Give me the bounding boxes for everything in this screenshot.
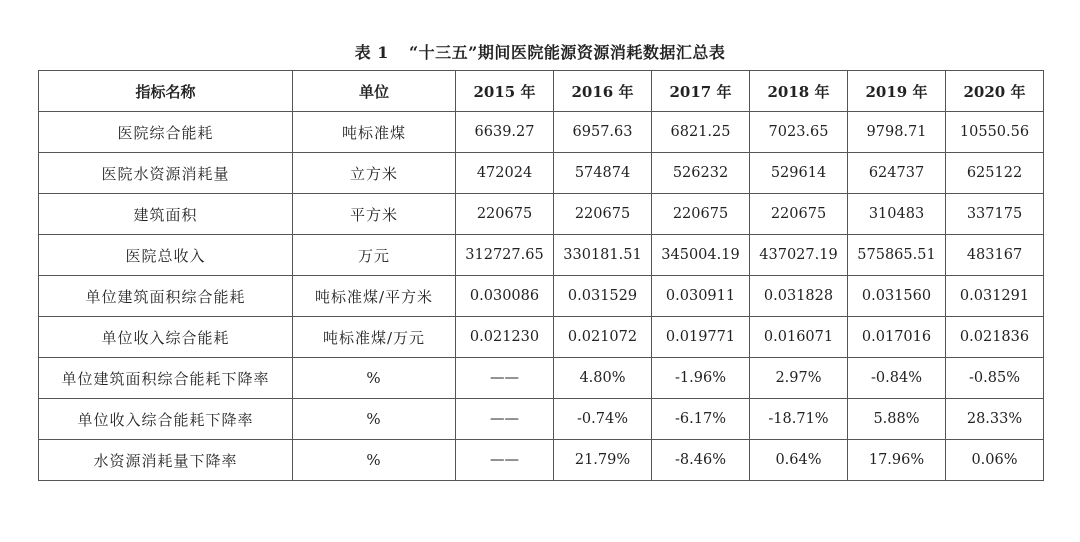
row-value-cell: 6821.25 bbox=[652, 112, 750, 153]
row-value-cell: 0.030086 bbox=[456, 276, 554, 317]
row-value-cell: 472024 bbox=[456, 153, 554, 194]
row-value-cell: 625122 bbox=[946, 153, 1044, 194]
row-value-cell: 6639.27 bbox=[456, 112, 554, 153]
row-value-cell: 220675 bbox=[456, 194, 554, 235]
header-year-2018: 2018 年 bbox=[750, 71, 848, 112]
row-value-cell: 0.030911 bbox=[652, 276, 750, 317]
table-body bbox=[39, 112, 1044, 481]
row-value-cell: 0.021836 bbox=[946, 317, 1044, 358]
row-value-cell: -0.84% bbox=[848, 358, 946, 399]
row-value-cell: 345004.19 bbox=[652, 235, 750, 276]
row-value-cell: 4.80% bbox=[554, 358, 652, 399]
row-value-cell: -18.71% bbox=[750, 399, 848, 440]
table-row bbox=[39, 358, 1044, 399]
row-value-cell: 624737 bbox=[848, 153, 946, 194]
row-unit: % bbox=[293, 440, 456, 481]
row-value-cell: 0.06% bbox=[946, 440, 1044, 481]
row-value-cell: -0.74% bbox=[554, 399, 652, 440]
row-value-cell: 220675 bbox=[554, 194, 652, 235]
row-value-cell: —— bbox=[456, 358, 554, 399]
row-value-cell: 483167 bbox=[946, 235, 1044, 276]
table-caption-title: “十三五”期间医院能源资源消耗数据汇总表 bbox=[408, 43, 726, 62]
row-unit: 吨标准煤/万元 bbox=[293, 317, 456, 358]
row-value-cell: -1.96% bbox=[652, 358, 750, 399]
row-value-cell: -6.17% bbox=[652, 399, 750, 440]
row-indicator-name: 单位建筑面积综合能耗 bbox=[39, 276, 293, 317]
row-indicator-name: 单位建筑面积综合能耗下降率 bbox=[39, 358, 293, 399]
row-value-cell: 7023.65 bbox=[750, 112, 848, 153]
table-row bbox=[39, 276, 1044, 317]
row-value-cell: 17.96% bbox=[848, 440, 946, 481]
table-row bbox=[39, 317, 1044, 358]
row-value-cell: 312727.65 bbox=[456, 235, 554, 276]
row-value-cell: 0.031560 bbox=[848, 276, 946, 317]
row-value-cell: 337175 bbox=[946, 194, 1044, 235]
header-indicator-name: 指标名称 bbox=[39, 71, 293, 112]
row-value-cell: 0.64% bbox=[750, 440, 848, 481]
header-year-2016: 2016 年 bbox=[554, 71, 652, 112]
row-indicator-name: 单位收入综合能耗 bbox=[39, 317, 293, 358]
table-header-row bbox=[39, 71, 1044, 112]
row-value-cell: 0.017016 bbox=[848, 317, 946, 358]
header-year-2019: 2019 年 bbox=[848, 71, 946, 112]
row-indicator-name: 建筑面积 bbox=[39, 194, 293, 235]
row-value-cell: 575865.51 bbox=[848, 235, 946, 276]
header-year-2017: 2017 年 bbox=[652, 71, 750, 112]
row-value-cell: 9798.71 bbox=[848, 112, 946, 153]
row-value-cell: -8.46% bbox=[652, 440, 750, 481]
row-unit: 平方米 bbox=[293, 194, 456, 235]
row-value-cell: 0.019771 bbox=[652, 317, 750, 358]
row-unit: 吨标准煤/平方米 bbox=[293, 276, 456, 317]
row-value-cell: 0.021072 bbox=[554, 317, 652, 358]
energy-summary-table bbox=[38, 70, 1044, 481]
header-year-2020: 2020 年 bbox=[946, 71, 1044, 112]
table-row bbox=[39, 440, 1044, 481]
row-indicator-name: 医院综合能耗 bbox=[39, 112, 293, 153]
row-value-cell: 310483 bbox=[848, 194, 946, 235]
row-value-cell: 5.88% bbox=[848, 399, 946, 440]
row-unit: 万元 bbox=[293, 235, 456, 276]
table-row bbox=[39, 235, 1044, 276]
row-value-cell: 6957.63 bbox=[554, 112, 652, 153]
header-year-2015: 2015 年 bbox=[456, 71, 554, 112]
row-value-cell: 2.97% bbox=[750, 358, 848, 399]
row-value-cell: 0.016071 bbox=[750, 317, 848, 358]
row-value-cell: 330181.51 bbox=[554, 235, 652, 276]
table-caption-label: 表 1 bbox=[354, 43, 389, 62]
row-value-cell: 0.031291 bbox=[946, 276, 1044, 317]
row-value-cell: 10550.56 bbox=[946, 112, 1044, 153]
row-indicator-name: 医院总收入 bbox=[39, 235, 293, 276]
table-row bbox=[39, 399, 1044, 440]
row-indicator-name: 单位收入综合能耗下降率 bbox=[39, 399, 293, 440]
table-row bbox=[39, 194, 1044, 235]
row-unit: % bbox=[293, 358, 456, 399]
row-value-cell: 574874 bbox=[554, 153, 652, 194]
row-value-cell: 21.79% bbox=[554, 440, 652, 481]
row-indicator-name: 医院水资源消耗量 bbox=[39, 153, 293, 194]
row-value-cell: 220675 bbox=[652, 194, 750, 235]
row-value-cell: —— bbox=[456, 399, 554, 440]
row-value-cell: 0.031828 bbox=[750, 276, 848, 317]
row-value-cell: 529614 bbox=[750, 153, 848, 194]
table-row bbox=[39, 112, 1044, 153]
row-unit: 吨标准煤 bbox=[293, 112, 456, 153]
row-value-cell: —— bbox=[456, 440, 554, 481]
table-caption bbox=[0, 40, 1080, 63]
row-unit: 立方米 bbox=[293, 153, 456, 194]
header-unit: 单位 bbox=[293, 71, 456, 112]
row-value-cell: 220675 bbox=[750, 194, 848, 235]
row-value-cell: 28.33% bbox=[946, 399, 1044, 440]
row-value-cell: 0.031529 bbox=[554, 276, 652, 317]
table-row bbox=[39, 153, 1044, 194]
row-value-cell: 0.021230 bbox=[456, 317, 554, 358]
row-value-cell: 437027.19 bbox=[750, 235, 848, 276]
row-value-cell: 526232 bbox=[652, 153, 750, 194]
row-unit: % bbox=[293, 399, 456, 440]
row-indicator-name: 水资源消耗量下降率 bbox=[39, 440, 293, 481]
row-value-cell: -0.85% bbox=[946, 358, 1044, 399]
